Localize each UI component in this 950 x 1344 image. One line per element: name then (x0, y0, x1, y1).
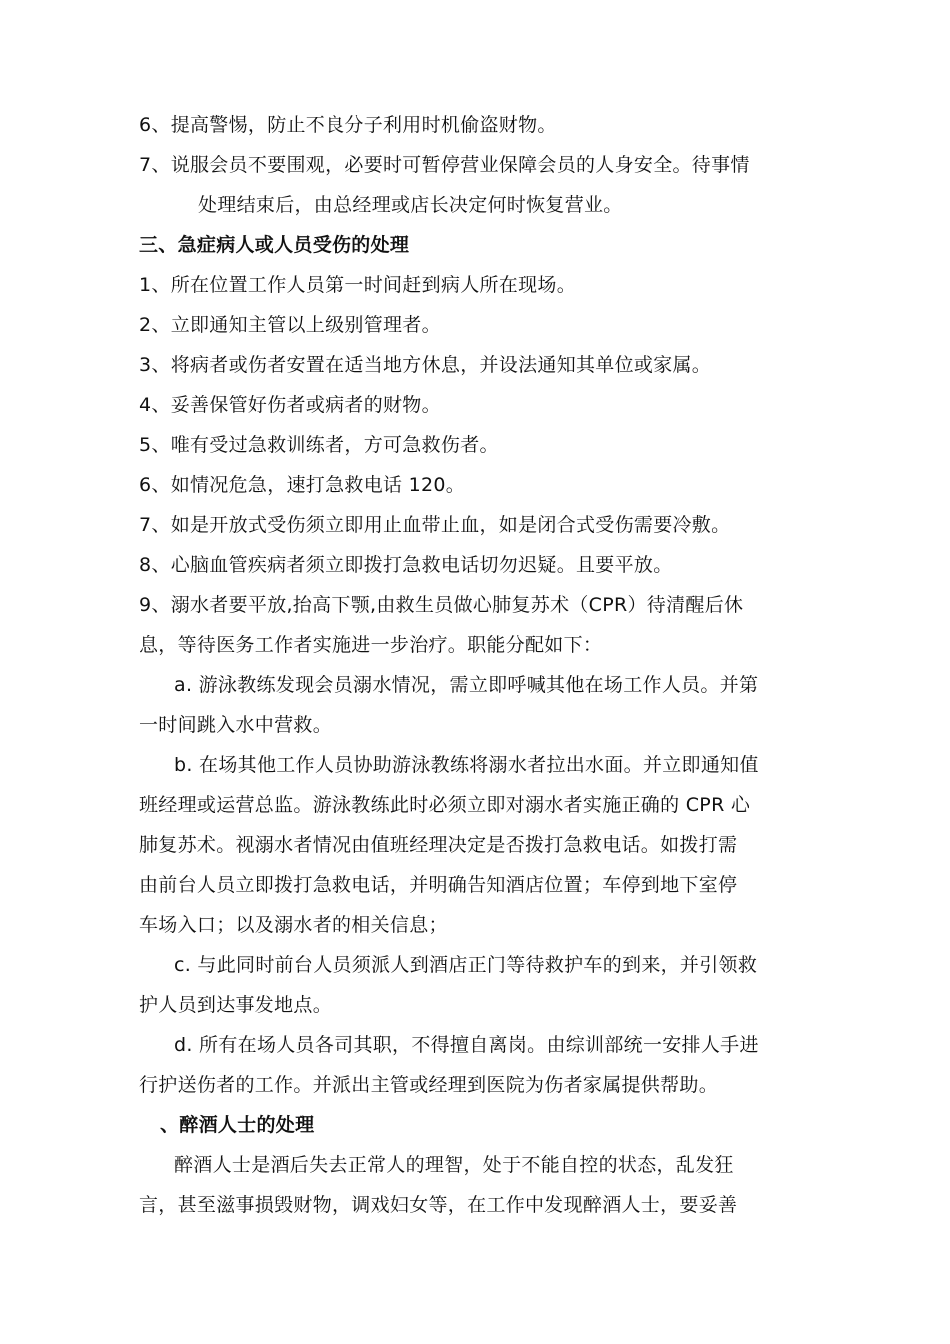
list-item: 1、所在位置工作人员第一时间赶到病人所在现场。 (139, 274, 576, 296)
list-item: 6、提高警惕，防止不良分子利用时机偷盗财物。 (139, 114, 557, 136)
sub-item-continuation: 行护送伤者的工作。并派出主管或经理到医院为伤者家属提供帮助。 (139, 1074, 719, 1096)
section-heading: 、醉酒人士的处理 (160, 1114, 315, 1136)
list-item: 9、溺水者要平放,抬高下颚,由救生员做心肺复苏术（CPR）待清醒后休 (139, 594, 744, 616)
sub-item-continuation: 一时间跳入水中营救。 (139, 714, 333, 736)
sub-item-continuation: 车场入口；以及溺水者的相关信息； (139, 914, 448, 936)
list-item: 6、如情况危急，速打急救电话 120。 (139, 474, 466, 496)
paragraph-line: 醉酒人士是酒后失去正常人的理智，处于不能自控的状态，乱发狂 (174, 1154, 734, 1176)
sub-item-continuation: 由前台人员立即拨打急救电话，并明确告知酒店位置；车停到地下室停 (139, 874, 738, 896)
list-item: 5、唯有受过急救训练者，方可急救伤者。 (139, 434, 499, 456)
list-item: 7、说服会员不要围观，必要时可暂停营业保障会员的人身安全。待事情 (139, 154, 750, 176)
list-item: 3、将病者或伤者安置在适当地方休息，并设法通知其单位或家属。 (139, 354, 712, 376)
sub-item: a. 游泳教练发现会员溺水情况，需立即呼喊其他在场工作人员。并第 (174, 674, 759, 696)
list-item: 4、妥善保管好伤者或病者的财物。 (139, 394, 441, 416)
list-item-continuation: 息，等待医务工作者实施进一步治疗。职能分配如下： (139, 634, 603, 656)
section-heading: 三、急症病人或人员受伤的处理 (139, 234, 410, 256)
list-item-continuation: 处理结束后，由总经理或店长决定何时恢复营业。 (198, 194, 623, 216)
sub-item-continuation: 护人员到达事发地点。 (139, 994, 333, 1016)
paragraph-line: 言，甚至滋事损毁财物，调戏妇女等，在工作中发现醉酒人士，要妥善 (139, 1194, 738, 1216)
sub-item: d. 所有在场人员各司其职，不得擅自离岗。由综训部统一安排人手进 (174, 1034, 759, 1056)
list-item: 7、如是开放式受伤须立即用止血带止血，如是闭合式受伤需要冷敷。 (139, 514, 731, 536)
sub-item: c. 与此同时前台人员须派人到酒店正门等待救护车的到来，并引领救 (174, 954, 758, 976)
sub-item-continuation: 班经理或运营总监。游泳教练此时必须立即对溺水者实施正确的 CPR 心 (139, 794, 751, 816)
list-item: 2、立即通知主管以上级别管理者。 (139, 314, 441, 336)
sub-item-continuation: 肺复苏术。视溺水者情况由值班经理决定是否拨打急救电话。如拨打需 (139, 834, 738, 856)
sub-item: b. 在场其他工作人员协助游泳教练将溺水者拉出水面。并立即通知值 (174, 754, 759, 776)
list-item: 8、心脑血管疾病者须立即拨打急救电话切勿迟疑。且要平放。 (139, 554, 673, 576)
